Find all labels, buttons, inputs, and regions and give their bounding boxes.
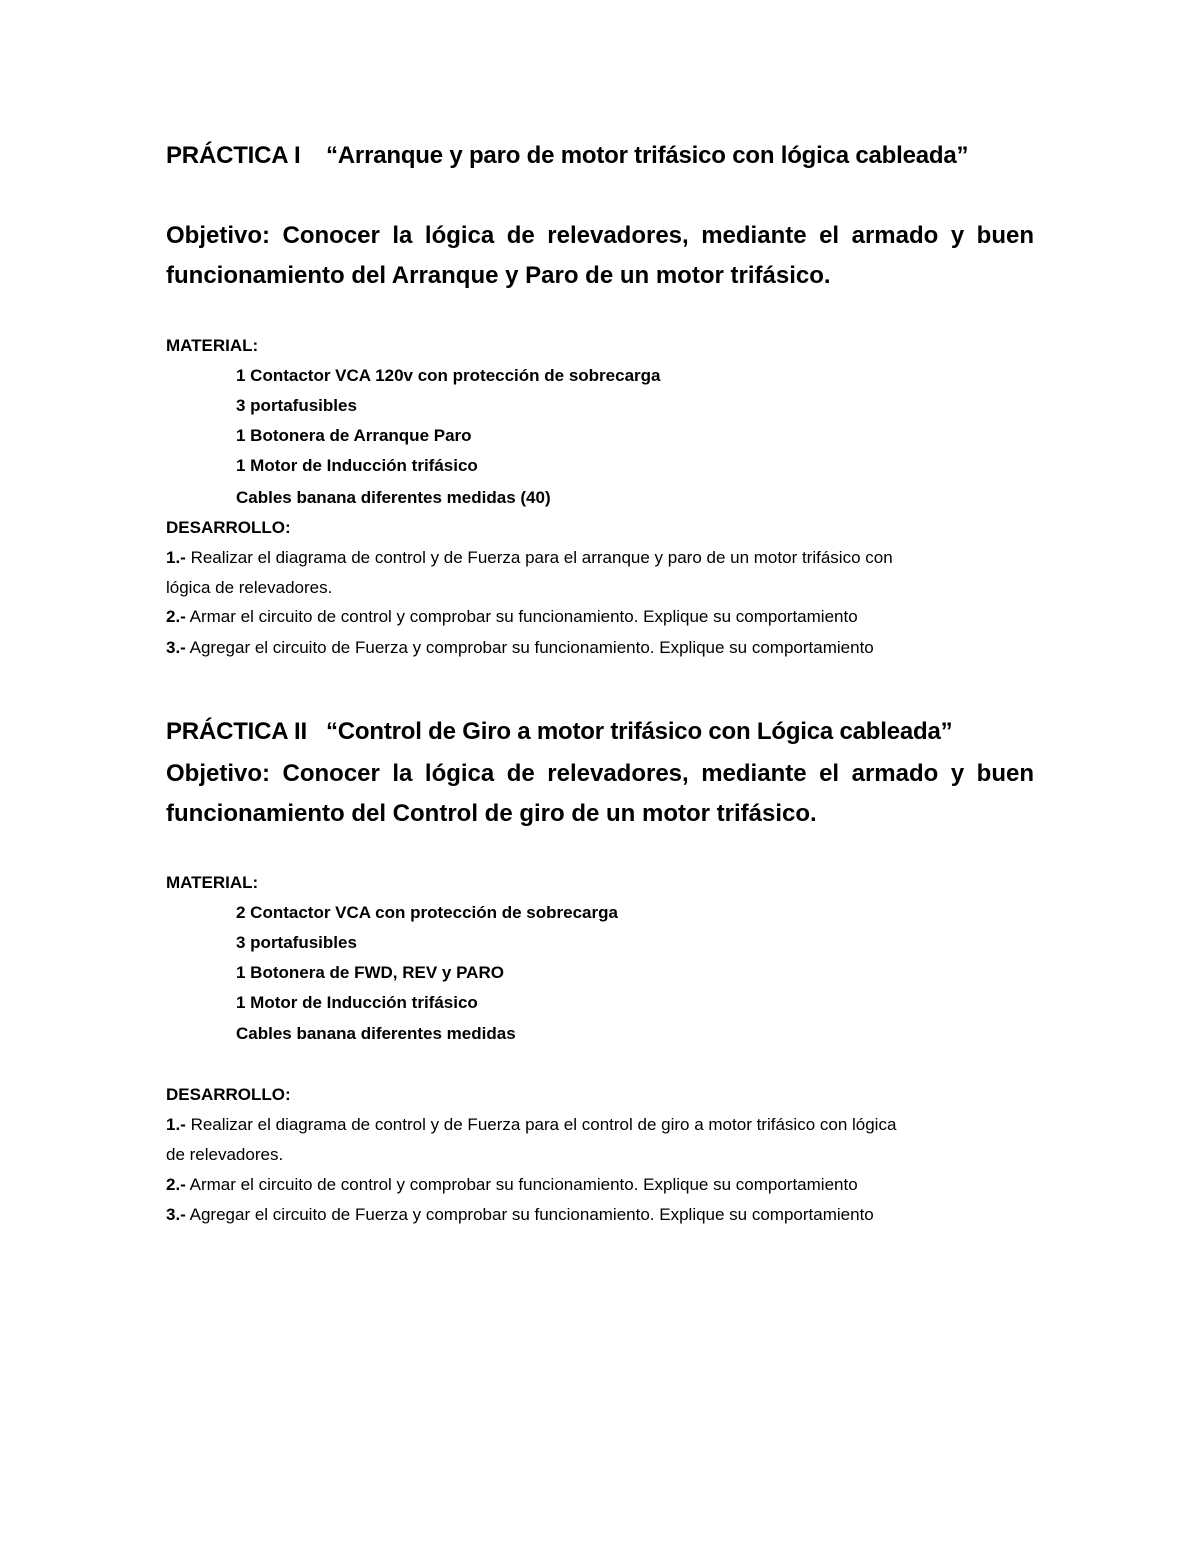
practice1-step-1-continued: lógica de relevadores. <box>166 578 333 597</box>
practice1-objective <box>166 216 1034 296</box>
step-number: 3.- <box>166 1205 186 1224</box>
step-number: 1.- <box>166 1115 186 1134</box>
step-text: Realizar el diagrama de control y de Fuerza para el arranque y paro de un motor trifásico con <box>185 548 893 567</box>
practice2-material-item: 1 Botonera de FWD, REV y PARO <box>236 963 504 982</box>
step-number: 2.- <box>166 1175 186 1194</box>
practice1-material-label: MATERIAL: <box>166 336 259 355</box>
practice2-step-1 <box>166 1115 896 1135</box>
step-text: Agregar el circuito de Fuerza y comprobar su funcionamiento. Explique su comportamiento <box>185 638 874 657</box>
step-number: 1.- <box>166 548 186 567</box>
practice2-material-item: 3 portafusibles <box>236 933 357 952</box>
practice1-development-label: DESARROLLO: <box>166 518 291 537</box>
practice1-number: PRÁCTICA I <box>166 142 301 169</box>
step-text: Agregar el circuito de Fuerza y comprobar su funcionamiento. Explique su comportamiento <box>185 1205 874 1224</box>
practice2-heading <box>166 718 952 746</box>
practice2-objective <box>166 754 1034 834</box>
step-text: Realizar el diagrama de control y de Fuerza para el control de giro a motor trifásico con lógica <box>185 1115 897 1134</box>
practice2-step-2 <box>166 1175 858 1195</box>
practice1-heading <box>166 142 968 170</box>
practice2-objective-line1: Objetivo: Conocer la lógica de relevadores, mediante el armado y buen <box>166 760 1034 787</box>
practice1-material-item: Cables banana diferentes medidas (40) <box>236 488 551 507</box>
step-number: 3.- <box>166 638 186 657</box>
practice2-step-1-continued: de relevadores. <box>166 1145 284 1164</box>
practice1-material-item: 1 Motor de Inducción trifásico <box>236 456 478 475</box>
practice2-title: “Control de Giro a motor trifásico con Lógica cableada” <box>326 718 953 745</box>
practice2-objective-line2: funcionamiento del Control de giro de un motor trifásico. <box>166 800 817 827</box>
practice1-step-3 <box>166 638 874 658</box>
practice2-material-item: 2 Contactor VCA con protección de sobrecarga <box>236 903 618 922</box>
practice1-material-item: 1 Contactor VCA 120v con protección de sobrecarga <box>236 366 661 385</box>
practice2-material-label: MATERIAL: <box>166 873 259 892</box>
practice2-development-label: DESARROLLO: <box>166 1085 291 1104</box>
practice1-material-item: 3 portafusibles <box>236 396 357 415</box>
step-number: 2.- <box>166 607 186 626</box>
practice1-step-1 <box>166 548 893 568</box>
practice1-objective-line1: Objetivo: Conocer la lógica de relevadores, mediante el armado y buen <box>166 222 1034 249</box>
practice1-material-item: 1 Botonera de Arranque Paro <box>236 426 472 445</box>
step-text: Armar el circuito de control y comprobar su funcionamiento. Explique su comportamiento <box>185 607 858 626</box>
practice1-title: “Arranque y paro de motor trifásico con lógica cableada” <box>326 142 969 169</box>
practice2-material-item: 1 Motor de Inducción trifásico <box>236 993 478 1012</box>
practice1-step-2 <box>166 607 858 627</box>
practice2-step-3 <box>166 1205 874 1225</box>
practice2-number: PRÁCTICA II <box>166 718 307 745</box>
practice2-material-item: Cables banana diferentes medidas <box>236 1024 516 1043</box>
step-text: Armar el circuito de control y comprobar su funcionamiento. Explique su comportamiento <box>185 1175 858 1194</box>
practice1-objective-line2: funcionamiento del Arranque y Paro de un motor trifásico. <box>166 262 831 289</box>
